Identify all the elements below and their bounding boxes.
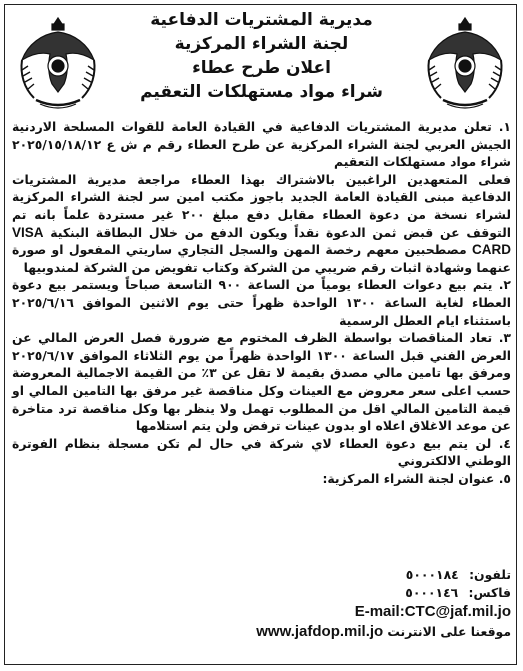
paragraph-2-part-b: مصطحبين معهم رخصة المهن والسجل التجاري ساريتي المفعول او صورة عنهما وشهادة اثبات رقم ضريبي من الشركة وكتاب تفويض من الشركة لمندوبيها bbox=[12, 242, 511, 275]
paragraph-1: ١. تعلن مديرية المشتريات الدفاعية في القيادة العامة للقوات المسلحة الاردنية الجيش العربي لجنة الشراء المركزية عن طرح العطاء رقم م ش ع ٢٠٢٥/١٥/١٨/١٢ شراء مواد مستهلكات التعقيم bbox=[12, 119, 511, 170]
email-address: E-mail:CTC@jaf.mil.jo bbox=[354, 603, 511, 620]
website-url: www.jafdop.mil.jo bbox=[256, 623, 384, 640]
fax-row bbox=[12, 584, 511, 602]
paragraph-2 bbox=[12, 171, 511, 277]
directorate-title: مديرية المشتريات الدفاعية bbox=[150, 10, 373, 30]
committee-title: لجنة الشراء المركزية bbox=[174, 34, 349, 54]
paragraph-5: ٤. لن يتم بيع دعوة العطاء لاي شركة في حال لم تكن مسجلة بنظام الفوترة الوطني الالكتروني bbox=[12, 435, 511, 469]
fax-number: ٥٠٠٠١٤٦ bbox=[405, 585, 459, 600]
advert-header bbox=[110, 8, 413, 104]
paragraph-2-part-a: فعلى المتعهدين الراغبين بالاشتراك بهذا العطاء مراجعة مديرية المشتريات الدفاعية مبنى القيادة العامة الجديد باجوز مكتب امين سر لجنة الشراء المركزية لشراء نسخة من دعوة العطاء مقابل دفع مبلغ ٢٠٠ غير مستردة علماً بانه تم التوقف عن قبض ثمن الدعوة نقداً ويكون الدفع من خلال البطاقة البنكية bbox=[12, 171, 511, 240]
advert-body bbox=[12, 118, 511, 487]
announcement-title: اعلان طرح عطاء bbox=[192, 58, 331, 78]
paragraph-4: ٣. تعاد المناقصات بواسطة الظرف المختوم مع ضرورة فصل العرض المالي عن العرض الفني قبل الساعة ١٣٠٠ الواحدة ظهراً من يوم الثلاثاء الموافق ٢٠٢٥/٦/١٧ ومرفق بها تامين مالي مصدق بقيمة لا تقل عن ٣٪ من القيمة الاجمالية المعروضة حسب اعلى سعر معروض مع العينات وكل مناقصة غير مرفق بها التامين المالي او قيمة التامين المالي اقل من المطلوب تهمل ولا ينظر بها وكل مناقصة ترد متاخرة عن موعد الاغلاق اعلاه او بدون عينات ترفض ولن يتم استلامها bbox=[12, 330, 511, 434]
visa-card-label: VISA CARD bbox=[12, 224, 511, 258]
tender-subject: شراء مواد مستهلكات التعقيم bbox=[140, 82, 383, 102]
contact-block bbox=[12, 566, 511, 642]
phone-row bbox=[12, 566, 511, 584]
paragraph-6: ٥. عنوان لجنة الشراء المركزية: bbox=[322, 470, 511, 486]
phone-number: ٥٠٠٠١٨٤ bbox=[405, 567, 459, 582]
website-row bbox=[12, 622, 511, 642]
jordan-armed-forces-emblem-icon bbox=[12, 14, 104, 114]
website-label: موقعنا على الانترنت bbox=[387, 624, 511, 639]
jordan-armed-forces-emblem-icon bbox=[419, 14, 511, 114]
fax-label: فاكس: bbox=[468, 585, 511, 600]
paragraph-3: ٢. يتم بيع دعوات العطاء يومياً من الساعة ٩٠٠ التاسعة صباحاً ويستمر بيع دعوة العطاء لغاية الساعة ١٣٠٠ الواحدة ظهراً حتى يوم الاثنين الموافق ٢٠٢٥/٦/١٦ باستثناء ايام العطل الرسمية bbox=[12, 277, 511, 328]
phone-label: تلفون: bbox=[469, 567, 511, 582]
